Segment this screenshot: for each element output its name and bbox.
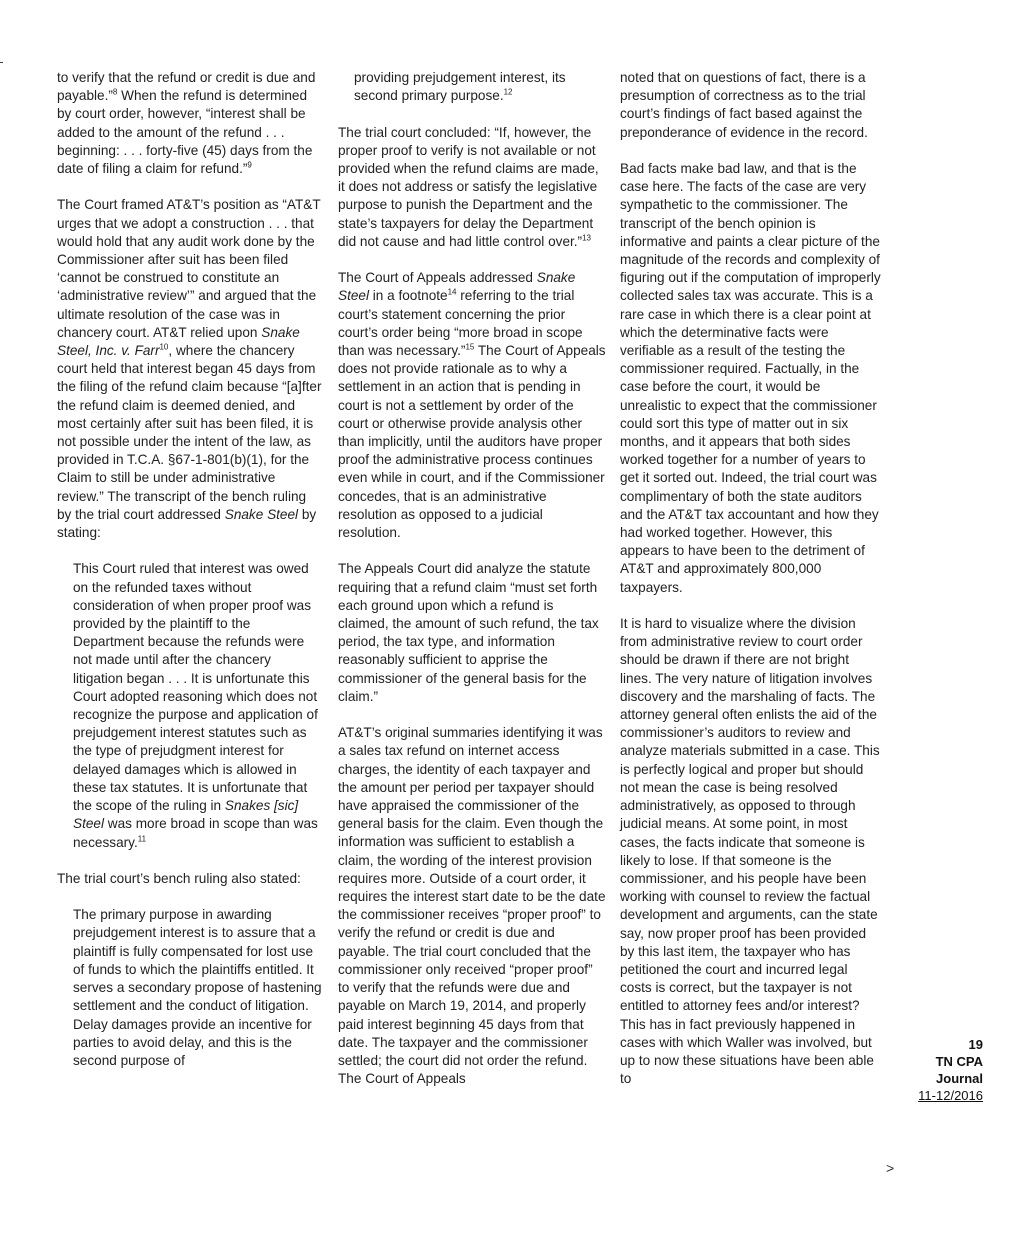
- paragraph: The trial court’s bench ruling also stated:: [57, 870, 301, 886]
- issue-date-link[interactable]: 11-12/2016: [918, 1088, 983, 1103]
- case-name: Snakes [sic] Steel: [73, 798, 299, 832]
- column-3: [620, 69, 882, 1107]
- paragraph: Bad facts make bad law, and that is the case here. The facts of the case are very sympathetic to the commissioner. The transcript of the bench opinion is informative and paints a clear picture of the magnitude of the records and complexity of figuring out if the computation of improperly collected sales tax was accurate. This is a rare case in which there is a clear point at which the determinative facts were verifiable as a result of the testing the commissioner required. Factually, in the case before the court, it would be unrealistic to expect that the commissioner could sort this type of matter out in six months, and it appears that both sides worked together for a number of years to get it sorted out. Indeed, the trial court was complimentary of both the state auditors and the AT&T tax accountant and how they had worked together. However, this appears to have been to the detriment of AT&T and approximately 800,000 taxpayers.: [620, 161, 881, 595]
- paragraph: The trial court concluded: “If, however, the proper proof to verify is not available or not provided when the refund claims are made, it does not address or satisfy the legislative purpose to punish the Department and the state’s taxpayers for delay the Department did not cause and had little control over.”$^{13}$: [338, 124, 599, 249]
- footnote-ref[interactable]: 11: [137, 833, 147, 843]
- paragraph: noted that on questions of fact, there is a presumption of correctness as to the trial court’s findings of fact based against the preponderance of evidence in the record.: [620, 70, 868, 140]
- next-page-arrow-icon[interactable]: >: [886, 1160, 895, 1176]
- paragraph: It is hard to visualize where the division from administrative review to court order should be drawn if there are not bright lines. The very nature of litigation involves discovery and the marshaling of facts. The attorney general often enlists the aid of the commissioner’s auditors to review and analyze materials submitted in a case. This is perfectly logical and proper but should not mean the case is being resolved administratively, as opposed to through judicial means. At some point, in most cases, the facts indicate that someone is likely to lose. If that someone is the commissioner, and his people have been working with counsel to review the factual development and arguments, can the state say, now proper proof has been provided by this last item, the taxpayer who has petitioned the court and incurred legal costs is correct, but the taxpayer is not entitled to attorney fees and/or interest? This has in fact previously happened in cases with which Waller was involved, but up to now these situations have been able to: [620, 616, 880, 1087]
- paragraph: The Court of Appeals addressed Snake Steel in a footnote$^{14}$ referring to the trial court’s statement concerning the prior court’s order being “more broad in scope than was necessary.”$^{15}$ The Court of Appeals does not provide rationale as to why a settlement in an action that is pending in court is not a settlement by order of the court or otherwise provide analysis other than implicitly, until the auditors have proper proof the administrative process continues even while in court, and if the Commissioner concedes, that is an administrative resolution as opposed to a judicial resolution.: [338, 270, 606, 541]
- footnote-ref[interactable]: 14: [447, 287, 457, 297]
- column-2: [338, 69, 606, 1107]
- block-quote: This Court ruled that interest was owed on the refunded taxes without consideration of when proper proof was provided by the plaintiff to the Department because the refunds were not made until after the chancery litigation began . . . It is unfortunate this Court adopted reasoning which does not recognize the purpose and application of prejudgement interest statutes such as the type of prejudgment interest for delayed damages which is allowed in these tax statutes. It is unfortunate that the scope of the ruling in Snakes [sic] Steel was more broad in scope than was necessary.$^{11}$: [73, 561, 318, 850]
- page-number: 19: [968, 1037, 983, 1052]
- footnote-ref[interactable]: 15: [465, 342, 475, 352]
- case-name: Snake Steel: [224, 506, 299, 522]
- page-footer: [905, 1036, 983, 1104]
- footnote-ref[interactable]: 10: [159, 342, 169, 352]
- block-quote-continued: providing prejudgement interest, its second primary purpose.$^{12}$: [354, 70, 566, 104]
- footnote-ref[interactable]: 13: [582, 233, 591, 243]
- case-name: Snake Steel, Inc. v. Farr: [57, 324, 300, 359]
- paragraph: The Appeals Court did analyze the statute requiring that a refund claim “must set forth each ground upon which a refund is claimed, the amount of such refund, the tax period, the tax type, and information reasonably sufficient to apprise the commissioner of the general basis for the claim.”: [338, 561, 599, 704]
- footnote-ref[interactable]: 12: [503, 87, 513, 97]
- paragraph: AT&T’s original summaries identifying it was a sales tax refund on internet access charges, the identity of each taxpayer and the amount per period per taxpayer should have appraised the commissioner of the general basis for the claim. Even though the information was sufficient to establish a claim, the wording of the interest provision requires more. Outside of a court order, it requires the interest start date to be the date the commissioner receives “proper proof” to verify the refund or credit is due and payable. The trial court concluded that the commissioner only received “proper proof” to verify that the refunds were due and payable on March 19, 2014, and properly paid interest beginning 45 days from that date. The taxpayer and the commissioner settled; the court did not order the refund. The Court of Appeals: [338, 725, 606, 1087]
- paragraph: The Court framed AT&T’s position as “AT&T urges that we adopt a construction . . . that would hold that any audit work done by the Commissioner after suit has been filed ‘cannot be construed to constitute an ‘administrative review’” and argued that the ultimate resolution of the case was in chancery court. AT&T relied upon Snake Steel, Inc. v. Farr$^{10}$, where the chancery court held that interest began 45 days from the filing of the refund claim because “[a]fter the refund claim is deemed denied, and most certainly after suit has been filed, it is not possible under the intent of the law, as provided in T.C.A. §67-1-801(b)(1), for the Claim to still be under administrative review.” The transcript of the bench ruling by the trial court addressed Snake Steel by stating:: [57, 197, 322, 541]
- margin-tick: [0, 62, 3, 63]
- block-quote: The primary purpose in awarding prejudgement interest is to assure that a plaintiff is fully compensated for lost use of funds to which the plaintiffs entitled. It serves a secondary propose of hastening settlement and the conduct of litigation. Delay damages provide an incentive for parties to avoid delay, and this is the second purpose of: [73, 907, 322, 1068]
- column-1: [57, 69, 322, 1088]
- footnote-ref[interactable]: 8: [112, 87, 118, 97]
- case-name: Snake Steel: [338, 270, 576, 304]
- paragraph: to verify that the refund or credit is due and payable.”$^8$ When the refund is determined by court order, however, “interest shall be added to the amount of the refund . . . beginning: . . . forty-five (45) days from the date of filing a claim for refund.”$^9$: [57, 70, 316, 177]
- journal-name-line2: Journal: [936, 1071, 983, 1086]
- journal-name: TN CPA: [935, 1054, 983, 1069]
- footnote-ref[interactable]: 9: [247, 160, 252, 170]
